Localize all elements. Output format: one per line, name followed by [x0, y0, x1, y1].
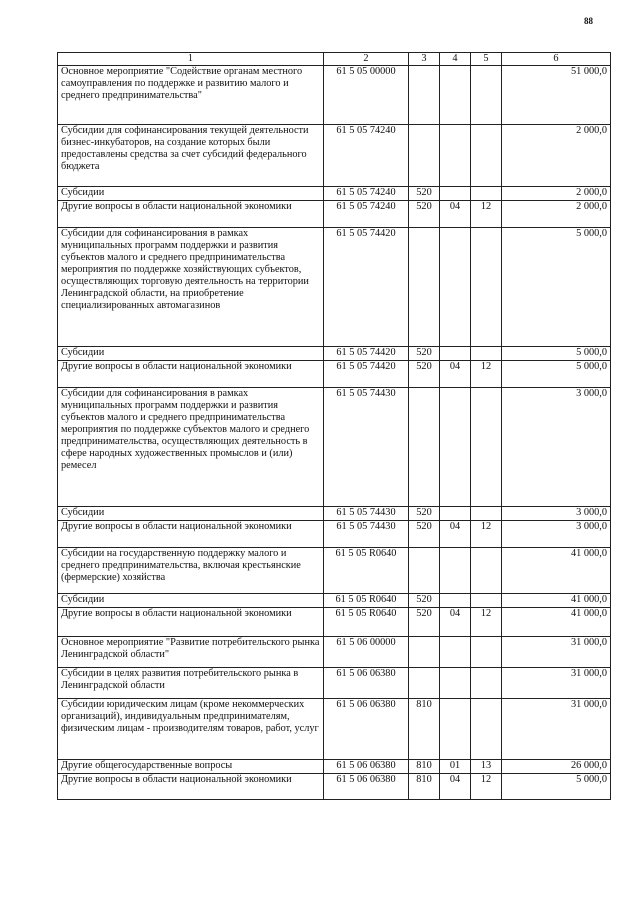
cell-name: Другие вопросы в области национальной экономики [58, 361, 324, 388]
table-row [58, 548, 611, 594]
cell-type: 810 [409, 774, 440, 800]
cell-section [440, 347, 471, 361]
cell-section [440, 388, 471, 507]
table-row [58, 608, 611, 637]
cell-section [440, 507, 471, 521]
col-header-subsection: 5 [471, 53, 502, 66]
cell-code: 61 5 06 06380 [324, 760, 409, 774]
table-row [58, 521, 611, 548]
cell-name: Другие общегосударственные вопросы [58, 760, 324, 774]
cell-type [409, 637, 440, 668]
cell-subsection [471, 637, 502, 668]
table-row [58, 347, 611, 361]
page-number: 88 [584, 16, 593, 26]
col-header-amount: 6 [502, 53, 611, 66]
cell-code: 61 5 05 74240 [324, 187, 409, 201]
cell-section [440, 125, 471, 187]
cell-type: 520 [409, 361, 440, 388]
cell-subsection: 12 [471, 361, 502, 388]
cell-subsection [471, 388, 502, 507]
cell-name: Другие вопросы в области национальной экономики [58, 521, 324, 548]
cell-type: 520 [409, 608, 440, 637]
cell-name: Другие вопросы в области национальной экономики [58, 774, 324, 800]
cell-amount: 2 000,0 [502, 187, 611, 201]
col-header-type: 3 [409, 53, 440, 66]
col-header-name: 1 [58, 53, 324, 66]
cell-subsection: 13 [471, 760, 502, 774]
cell-subsection [471, 187, 502, 201]
cell-amount: 26 000,0 [502, 760, 611, 774]
cell-name: Субсидии [58, 347, 324, 361]
cell-type: 520 [409, 507, 440, 521]
table-row [58, 125, 611, 187]
table-row [58, 361, 611, 388]
cell-section [440, 66, 471, 125]
cell-type [409, 548, 440, 594]
cell-code: 61 5 06 06380 [324, 774, 409, 800]
cell-amount: 51 000,0 [502, 66, 611, 125]
cell-section [440, 637, 471, 668]
cell-code: 61 5 05 74420 [324, 347, 409, 361]
cell-name: Субсидии [58, 507, 324, 521]
cell-code: 61 5 06 00000 [324, 637, 409, 668]
cell-section: 04 [440, 521, 471, 548]
cell-name: Субсидии [58, 594, 324, 608]
cell-amount: 5 000,0 [502, 774, 611, 800]
cell-subsection: 12 [471, 201, 502, 228]
cell-name: Другие вопросы в области национальной экономики [58, 608, 324, 637]
cell-type [409, 388, 440, 507]
cell-amount: 31 000,0 [502, 668, 611, 699]
cell-type [409, 125, 440, 187]
cell-type: 520 [409, 347, 440, 361]
table-row [58, 507, 611, 521]
cell-section: 04 [440, 774, 471, 800]
cell-subsection [471, 668, 502, 699]
table-row [58, 201, 611, 228]
cell-name: Субсидии для софинансирования в рамках муниципальных программ поддержки и развития субъектов малого и среднего предпринимательства мероприятия по поддержке хозяйствующих субъектов, осуществляющих торговую деятельность на территории Ленинградской области, на приобретение специализированных автомагазинов [58, 228, 324, 347]
cell-section [440, 228, 471, 347]
cell-amount: 5 000,0 [502, 347, 611, 361]
cell-type: 810 [409, 760, 440, 774]
cell-name: Основное мероприятие "Содействие органам местного самоуправления по поддержке и развитию малого и среднего предпринимательства" [58, 66, 324, 125]
cell-code: 61 5 06 06380 [324, 668, 409, 699]
cell-subsection: 12 [471, 521, 502, 548]
cell-section [440, 594, 471, 608]
table-row [58, 760, 611, 774]
cell-subsection [471, 507, 502, 521]
cell-section: 04 [440, 608, 471, 637]
cell-code: 61 5 05 74430 [324, 521, 409, 548]
cell-name: Субсидии на государственную поддержку малого и среднего предпринимательства, включая крестьянские (фермерские) хозяйства [58, 548, 324, 594]
cell-amount: 41 000,0 [502, 594, 611, 608]
table-body [58, 66, 611, 800]
budget-table [57, 52, 611, 800]
cell-amount: 3 000,0 [502, 388, 611, 507]
cell-section [440, 668, 471, 699]
table-row [58, 699, 611, 760]
table-row [58, 668, 611, 699]
cell-section: 04 [440, 201, 471, 228]
table-row [58, 228, 611, 347]
cell-section: 04 [440, 361, 471, 388]
cell-amount: 31 000,0 [502, 699, 611, 760]
cell-subsection [471, 594, 502, 608]
cell-type: 520 [409, 594, 440, 608]
cell-code: 61 5 06 06380 [324, 699, 409, 760]
cell-subsection [471, 347, 502, 361]
cell-name: Субсидии юридическим лицам (кроме некоммерческих организаций), индивидуальным предпринимателям, физическим лицам - производителям товаров, работ, услуг [58, 699, 324, 760]
table-row [58, 637, 611, 668]
cell-amount: 41 000,0 [502, 548, 611, 594]
cell-type: 520 [409, 187, 440, 201]
cell-type [409, 668, 440, 699]
cell-amount: 3 000,0 [502, 507, 611, 521]
cell-subsection: 12 [471, 608, 502, 637]
header-row [58, 53, 611, 66]
cell-subsection [471, 699, 502, 760]
cell-amount: 3 000,0 [502, 521, 611, 548]
table-row [58, 388, 611, 507]
cell-subsection [471, 125, 502, 187]
cell-section: 01 [440, 760, 471, 774]
cell-code: 61 5 05 74420 [324, 361, 409, 388]
cell-amount: 31 000,0 [502, 637, 611, 668]
cell-code: 61 5 05 R0640 [324, 548, 409, 594]
cell-amount: 2 000,0 [502, 125, 611, 187]
cell-code: 61 5 05 R0640 [324, 608, 409, 637]
cell-name: Основное мероприятие "Развитие потребительского рынка Ленинградской области" [58, 637, 324, 668]
cell-amount: 5 000,0 [502, 228, 611, 347]
cell-code: 61 5 05 74420 [324, 228, 409, 347]
cell-subsection [471, 228, 502, 347]
cell-code: 61 5 05 74430 [324, 507, 409, 521]
cell-name: Другие вопросы в области национальной экономики [58, 201, 324, 228]
cell-name: Субсидии [58, 187, 324, 201]
cell-name: Субсидии для софинансирования текущей деятельности бизнес-инкубаторов, на создание которых были предоставлены средства за счет субсидий федерального бюджета [58, 125, 324, 187]
cell-subsection [471, 66, 502, 125]
cell-name: Субсидии в целях развития потребительского рынка в Ленинградской области [58, 668, 324, 699]
cell-code: 61 5 05 74240 [324, 125, 409, 187]
col-header-code: 2 [324, 53, 409, 66]
cell-code: 61 5 05 74240 [324, 201, 409, 228]
table-row [58, 774, 611, 800]
cell-section [440, 187, 471, 201]
table-row [58, 594, 611, 608]
cell-amount: 2 000,0 [502, 201, 611, 228]
cell-type [409, 228, 440, 347]
cell-amount: 41 000,0 [502, 608, 611, 637]
cell-type: 520 [409, 521, 440, 548]
col-header-section: 4 [440, 53, 471, 66]
table-row [58, 66, 611, 125]
cell-code: 61 5 05 R0640 [324, 594, 409, 608]
cell-code: 61 5 05 00000 [324, 66, 409, 125]
cell-section [440, 699, 471, 760]
cell-subsection: 12 [471, 774, 502, 800]
cell-amount: 5 000,0 [502, 361, 611, 388]
cell-subsection [471, 548, 502, 594]
cell-section [440, 548, 471, 594]
cell-code: 61 5 05 74430 [324, 388, 409, 507]
cell-type [409, 66, 440, 125]
table-row [58, 187, 611, 201]
cell-type: 520 [409, 201, 440, 228]
cell-type: 810 [409, 699, 440, 760]
cell-name: Субсидии для софинансирования в рамках муниципальных программ поддержки и развития субъектов малого и среднего предпринимательства мероприятия по поддержке субъектов малого и среднего предпринимательства, осуществляющих деятельность в сфере народных художественных промыслов и (или) ремесел [58, 388, 324, 507]
